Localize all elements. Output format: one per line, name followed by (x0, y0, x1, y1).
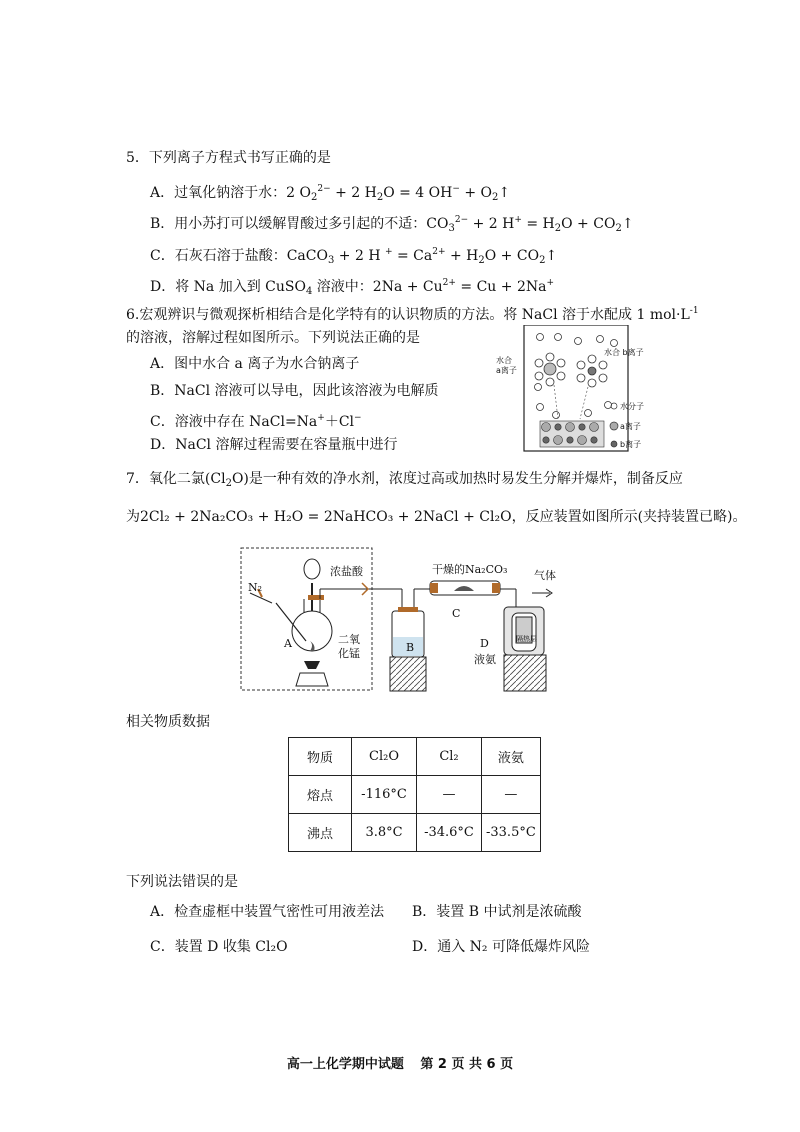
table-cell: 3.8°C (352, 814, 417, 852)
table-cell: — (482, 776, 541, 814)
label-n2: N₂ (248, 581, 263, 594)
label-b-ion: b离子 (620, 440, 642, 449)
label-liquid-nh3: 液氨 (474, 653, 496, 666)
table-cell: — (417, 776, 482, 814)
table-header-cell: 液氨 (482, 738, 541, 776)
label-D: D (480, 637, 489, 650)
table-cell: -33.5°C (482, 814, 541, 852)
label-a-ion: a离子 (620, 422, 641, 431)
q7-option-c: C．装置 D 收集 Cl₂O (150, 939, 288, 955)
table-cell: -34.6°C (417, 814, 482, 852)
property-table (288, 737, 541, 852)
label-heat-ins: 隔热层 (516, 635, 537, 643)
dissolution-diagram (496, 325, 656, 457)
q7-stem-line1: 7．氧化二氯$(Cl_2O)$是一种有效的净水剂，浓度过高或加热时易发生分解并爆炸，制备反应 (126, 471, 683, 489)
q7-option-a: A．检查虚框中装置气密性可用液差法 (150, 904, 385, 920)
label-B: B (406, 641, 415, 654)
table-cell: 沸点 (289, 814, 352, 852)
q5-option-a: A．过氧化钠溶于水：2 $O_2^{2-} + 2$ $H_2O = 4$ $OH^- + O_2↑$ (150, 184, 511, 203)
q6-option-d: D．NaCl 溶解过程需要在容量瓶中进行 (150, 437, 398, 453)
svg-text:化锰: 化锰 (338, 647, 360, 660)
label-C: C (452, 607, 461, 620)
label-water: 水分子 (620, 402, 644, 411)
footer-title: 高一上化学期中试题 (286, 1057, 404, 1072)
q7-option-b: B．装置 B 中试剂是浓硫酸 (412, 904, 582, 920)
q6-stem-line2: 的溶液，溶解过程如图所示。下列说法正确的是 (126, 330, 420, 346)
table-header-cell: Cl₂ (417, 738, 482, 776)
table-row (289, 776, 541, 814)
q6-option-a: A．图中水合 a 离子为水合钠离子 (150, 356, 360, 372)
q7-ask: 下列说法错误的是 (126, 874, 238, 890)
q5-stem: 5．下列离子方程式书写正确的是 (126, 150, 331, 166)
table-cell: -116°C (352, 776, 417, 814)
table-row (289, 738, 541, 776)
apparatus-diagram (234, 543, 574, 695)
table-cell: 熔点 (289, 776, 352, 814)
q7-stem-line2: 为2Cl₂ + 2Na₂CO₃ + H₂O = 2NaHCO₃ + 2NaCl + Cl₂O，反应装置如图所示(夹持装置已略)。 (126, 509, 747, 525)
q5-option-c: C．石灰石溶于盐酸：CaCO$_3$ + 2 H $^+ = Ca^{2+} + H_2O$ + $CO_2↑$ (150, 247, 558, 266)
table-header-cell: 物质 (289, 738, 352, 776)
label-hcl: 浓盐酸 (330, 565, 363, 578)
svg-text:a离子: a离子 (496, 366, 517, 375)
q5-option-b: B．用小苏打可以缓解胃酸过多引起的不适：$CO_3^{2-} + 2$ $H^+ = H_2O$ + $CO_2↑$ (150, 215, 634, 234)
q7-option-d: D．通入 N₂ 可降低爆炸风险 (412, 939, 590, 955)
q6-stem-line1: 6.宏观辨识与微观探析相结合是化学特有的认识物质的方法。将 NaCl 溶于水配成 1 $mol\cdot L^{-1}$ (126, 306, 699, 323)
option-label: A．过氧化钠溶于水： (150, 185, 287, 201)
table-header-cell: Cl₂O (352, 738, 417, 776)
footer-page: 第 2 页 共 6 页 (420, 1057, 514, 1072)
label-hydrated-a: 水合 (496, 356, 512, 365)
label-mno2: 二氧 (338, 633, 360, 646)
page-footer (0, 1053, 800, 1072)
q6-option-b: B．NaCl 溶液可以导电，因此该溶液为电解质 (150, 383, 439, 399)
label-hydrated-b: 水合 b离子 (604, 348, 644, 357)
table-row (289, 814, 541, 852)
q6-option-c: C．溶液中存在 NaCl=Na+＋Cl− (150, 413, 362, 430)
q5-option-d: D．将 Na 加入到 CuSO$_4$ 溶液中：$2Na + Cu^{2+} = Cu + 2Na^+$ (150, 278, 554, 297)
label-A: A (284, 637, 292, 650)
table-title: 相关物质数据 (126, 714, 210, 730)
label-dry-na2co3: 干燥的Na₂CO₃ (432, 563, 508, 576)
label-gas: 气体 (534, 569, 556, 582)
